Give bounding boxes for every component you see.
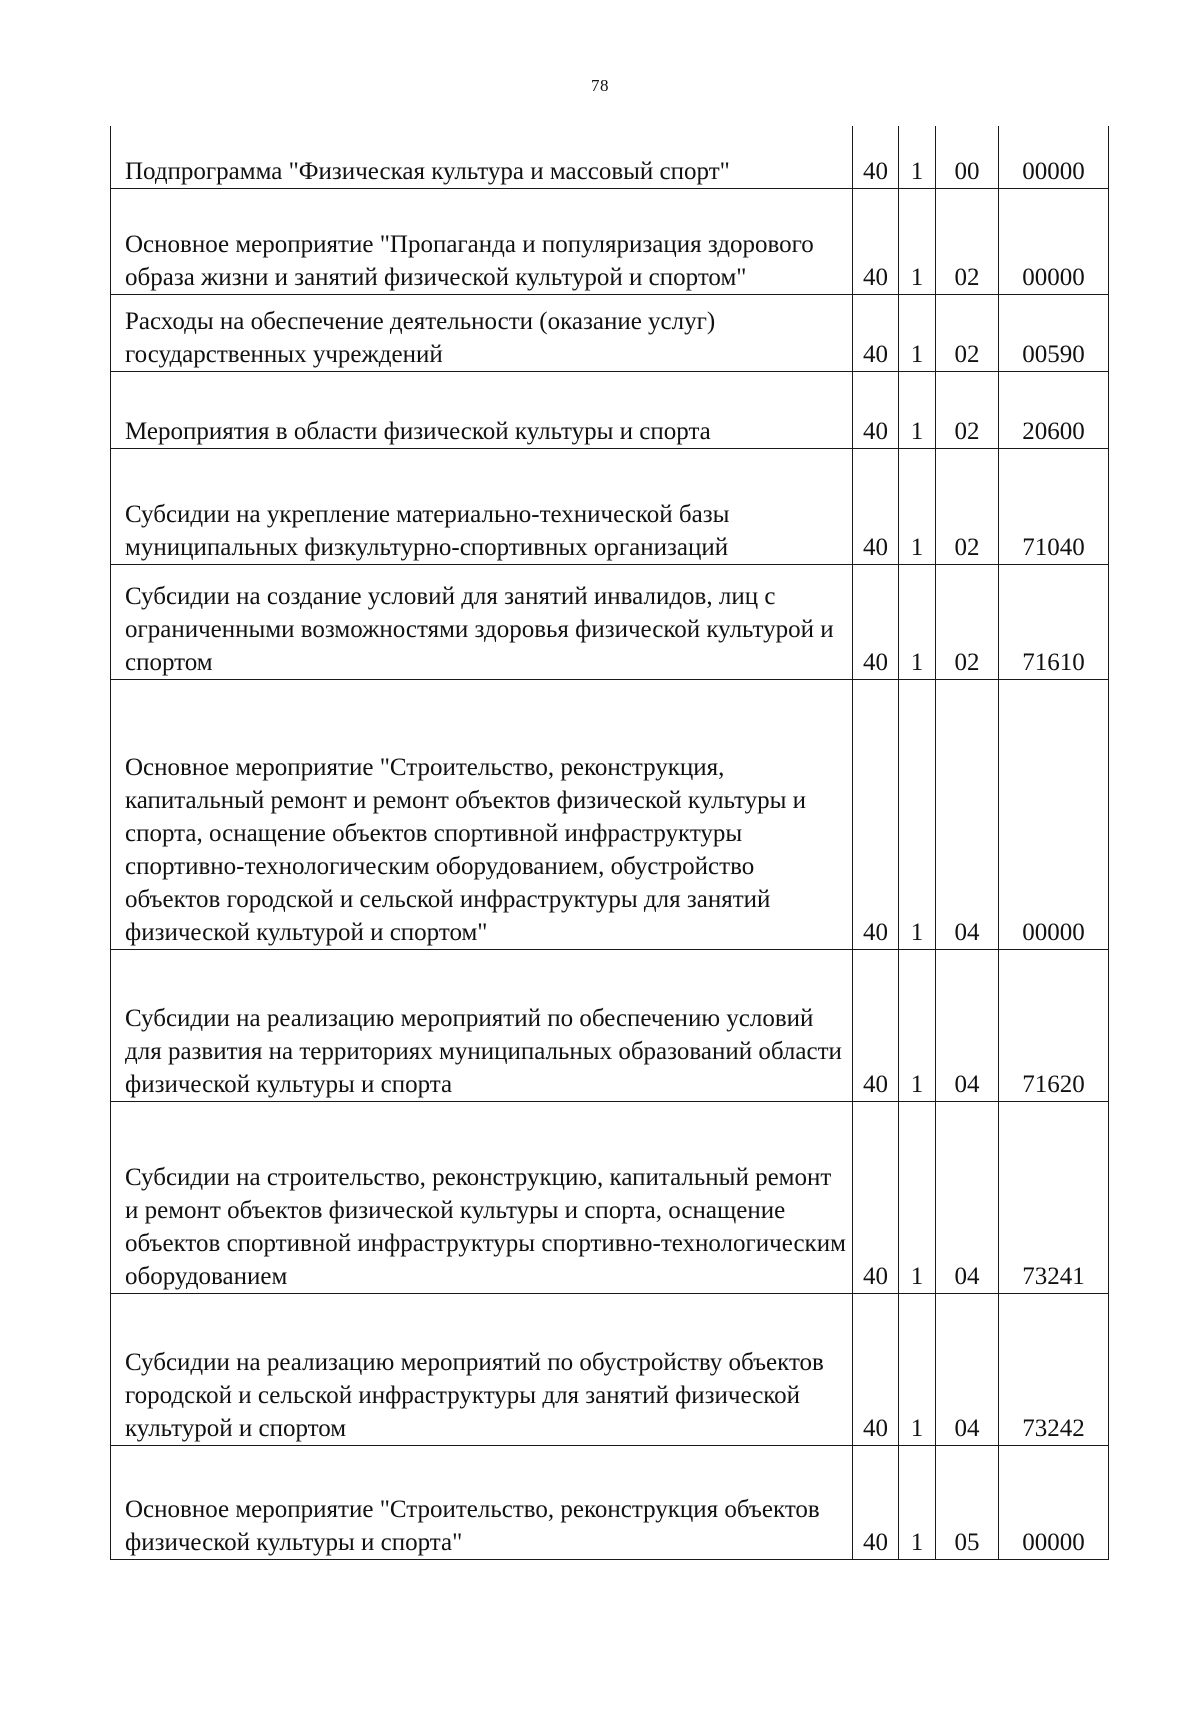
code-cell: 02 (936, 564, 999, 679)
code-cell: 40 (853, 448, 899, 564)
code-cell: 00 (936, 126, 999, 188)
code-cell: 20600 (999, 371, 1109, 448)
code-cell: 40 (853, 1101, 899, 1293)
row-name: Основное мероприятие "Строительство, реконструкция, капитальный ремонт и ремонт объектов физической культуры и спорта, оснащение объектов спортивной инфраструктуры спортивно-технологическим оборудованием, обустройство объектов городской и сельской инфраструктуры для занятий физической культурой и спортом" (111, 679, 853, 949)
row-name: Основное мероприятие "Пропаганда и популяризация здорового образа жизни и занятий физической культурой и спортом" (111, 188, 853, 294)
table-row (111, 564, 1109, 679)
budget-table (110, 126, 1109, 1560)
table-row (111, 448, 1109, 564)
code-cell: 71620 (999, 949, 1109, 1101)
table-row (111, 949, 1109, 1101)
code-cell: 40 (853, 949, 899, 1101)
code-cell: 00000 (999, 188, 1109, 294)
code-cell: 02 (936, 371, 999, 448)
code-cell: 40 (853, 564, 899, 679)
code-cell: 40 (853, 126, 899, 188)
code-cell: 40 (853, 1445, 899, 1559)
code-cell: 04 (936, 1101, 999, 1293)
row-name: Субсидии на укрепление материально-технической базы муниципальных физкультурно-спортивных организаций (111, 448, 853, 564)
code-cell: 71610 (999, 564, 1109, 679)
code-cell: 02 (936, 294, 999, 371)
code-cell: 40 (853, 371, 899, 448)
code-cell: 00000 (999, 1445, 1109, 1559)
code-cell: 00000 (999, 126, 1109, 188)
row-name: Субсидии на строительство, реконструкцию, капитальный ремонт и ремонт объектов физической культуры и спорта, оснащение объектов спортивной инфраструктуры спортивно-технологическим оборудованием (111, 1101, 853, 1293)
code-cell: 00000 (999, 679, 1109, 949)
code-cell: 1 (899, 679, 936, 949)
code-cell: 1 (899, 1293, 936, 1445)
code-cell: 1 (899, 371, 936, 448)
code-cell: 73242 (999, 1293, 1109, 1445)
table-row (111, 188, 1109, 294)
code-cell: 1 (899, 1101, 936, 1293)
table-row (111, 679, 1109, 949)
table-row (111, 126, 1109, 188)
code-cell: 04 (936, 1293, 999, 1445)
code-cell: 00590 (999, 294, 1109, 371)
row-name: Субсидии на реализацию мероприятий по обеспечению условий для развития на территориях муниципальных образований области физической культуры и спорта (111, 949, 853, 1101)
code-cell: 40 (853, 1293, 899, 1445)
row-name: Подпрограмма "Физическая культура и массовый спорт" (111, 126, 853, 188)
code-cell: 1 (899, 949, 936, 1101)
row-name: Мероприятия в области физической культуры и спорта (111, 371, 853, 448)
row-name: Расходы на обеспечение деятельности (оказание услуг) государственных учреждений (111, 294, 853, 371)
code-cell: 40 (853, 679, 899, 949)
code-cell: 1 (899, 448, 936, 564)
row-name: Основное мероприятие "Строительство, реконструкция объектов физической культуры и спорта" (111, 1445, 853, 1559)
table-row (111, 371, 1109, 448)
row-name: Субсидии на реализацию мероприятий по обустройству объектов городской и сельской инфраструктуры для занятий физической культурой и спортом (111, 1293, 853, 1445)
code-cell: 05 (936, 1445, 999, 1559)
code-cell: 1 (899, 1445, 936, 1559)
code-cell: 1 (899, 126, 936, 188)
code-cell: 1 (899, 294, 936, 371)
table-row (111, 1101, 1109, 1293)
code-cell: 02 (936, 448, 999, 564)
code-cell: 02 (936, 188, 999, 294)
code-cell: 73241 (999, 1101, 1109, 1293)
row-name: Субсидии на создание условий для занятий инвалидов, лиц с ограниченными возможностями здоровья физической культурой и спортом (111, 564, 853, 679)
code-cell: 1 (899, 188, 936, 294)
code-cell: 40 (853, 188, 899, 294)
code-cell: 04 (936, 679, 999, 949)
code-cell: 40 (853, 294, 899, 371)
code-cell: 04 (936, 949, 999, 1101)
page-number: 78 (591, 76, 609, 95)
table-row (111, 294, 1109, 371)
code-cell: 1 (899, 564, 936, 679)
table-row (111, 1293, 1109, 1445)
table-row (111, 1445, 1109, 1559)
code-cell: 71040 (999, 448, 1109, 564)
